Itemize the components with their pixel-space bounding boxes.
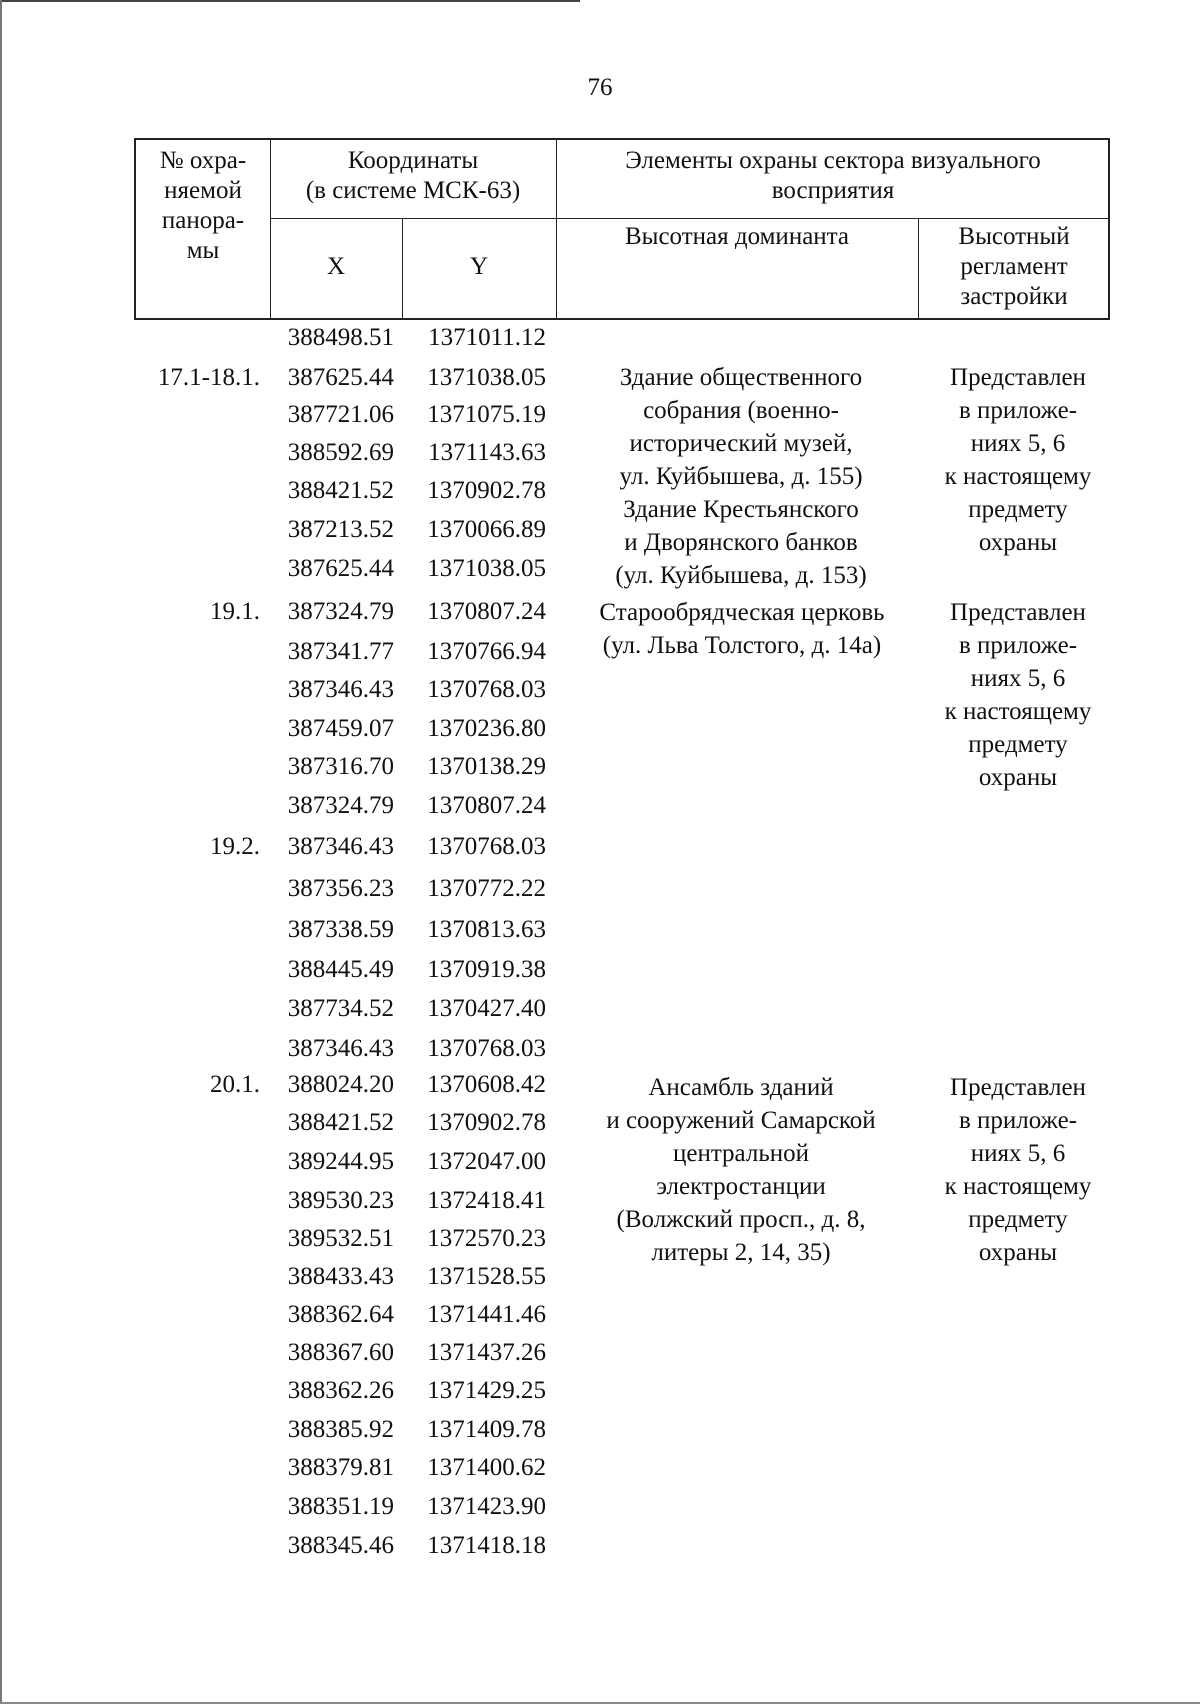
header-height-regulation: Высотный регламент застройки <box>958 223 1070 310</box>
table-header <box>134 138 1110 320</box>
coord-x: 387346.43 <box>287 833 394 860</box>
coord-x: 387341.77 <box>287 638 394 665</box>
coord-x: 387625.44 <box>287 555 394 582</box>
coord-x: 388345.46 <box>287 1532 394 1559</box>
coord-x: 387721.06 <box>287 401 394 428</box>
header-panorama-number: № охра- няемой панора- мы <box>159 147 247 264</box>
coord-x: 387324.79 <box>287 598 394 625</box>
coord-x: 387459.07 <box>287 715 394 742</box>
coord-x: 388024.20 <box>287 1071 394 1098</box>
coord-x: 387346.43 <box>287 676 394 703</box>
header-x: X <box>326 253 346 280</box>
coord-y: 1370768.03 <box>427 676 546 703</box>
coord-y: 1370902.78 <box>427 1109 546 1136</box>
regulation-cell: Представлен в приложе- ниях 5, 6 к настоящему предмету охраны <box>944 599 1092 791</box>
coord-y: 1370919.38 <box>427 956 546 983</box>
coord-x: 388498.51 <box>287 324 394 351</box>
coord-x: 389244.95 <box>287 1148 394 1175</box>
coord-y: 1371038.05 <box>427 364 546 391</box>
coord-y: 1370608.42 <box>427 1071 546 1098</box>
coord-y: 1370066.89 <box>427 516 546 543</box>
coord-x: 388433.43 <box>287 1263 394 1290</box>
header-height-dominant: Высотная доминанта <box>624 223 849 250</box>
coord-y: 1370768.03 <box>427 833 546 860</box>
coord-y: 1372570.23 <box>427 1225 546 1252</box>
panorama-number: 19.1. <box>210 598 260 625</box>
coord-x: 388592.69 <box>287 439 394 466</box>
coord-y: 1370236.80 <box>427 715 546 742</box>
coord-y: 1370772.22 <box>427 875 546 902</box>
panorama-number: 17.1-18.1. <box>157 364 260 391</box>
coord-y: 1371011.12 <box>428 324 546 351</box>
regulation-cell: Представлен в приложе- ниях 5, 6 к настоящему предмету охраны <box>944 1074 1092 1266</box>
coord-y: 1370807.24 <box>427 792 546 819</box>
coord-y: 1371143.63 <box>428 439 546 466</box>
coord-x: 388362.64 <box>287 1301 394 1328</box>
coord-x: 387625.44 <box>287 364 394 391</box>
coord-x: 387356.23 <box>287 875 394 902</box>
page-number: 76 <box>587 74 613 101</box>
scan-edge-top <box>0 0 580 2</box>
coord-y: 1370813.63 <box>427 916 546 943</box>
coord-y: 1372418.41 <box>427 1187 546 1214</box>
coord-y: 1370807.24 <box>427 598 546 625</box>
coord-x: 388421.52 <box>287 1109 394 1136</box>
coord-y: 1370138.29 <box>427 753 546 780</box>
coord-x: 387324.79 <box>287 792 394 819</box>
coord-y: 1371418.18 <box>427 1532 546 1559</box>
header-coordinates: Координаты (в системе МСК-63) <box>305 147 521 204</box>
coord-y: 1371038.05 <box>427 555 546 582</box>
coord-y: 1371423.90 <box>427 1493 546 1520</box>
coord-x: 388385.92 <box>287 1416 394 1443</box>
coord-x: 387213.52 <box>287 516 394 543</box>
scan-edge-left <box>0 0 2 1704</box>
coord-y: 1371075.19 <box>427 401 546 428</box>
divider <box>270 218 1110 219</box>
coord-x: 387346.43 <box>287 1035 394 1062</box>
regulation-cell: Представлен в приложе- ниях 5, 6 к настоящему предмету охраны <box>944 364 1092 556</box>
panorama-number: 20.1. <box>210 1071 260 1098</box>
dominant-cell: Ансамбль зданий и сооружений Самарской центральной электростанции (Волжский просп., д. 8, литеры 2, 14, 35) <box>606 1074 876 1266</box>
coord-y: 1371429.25 <box>427 1377 546 1404</box>
coord-x: 387734.52 <box>287 995 394 1022</box>
coord-y: 1371409.78 <box>427 1416 546 1443</box>
coord-x: 389530.23 <box>287 1187 394 1214</box>
coord-y: 1370427.40 <box>427 995 546 1022</box>
header-y: Y <box>469 253 489 280</box>
coord-x: 389532.51 <box>287 1225 394 1252</box>
coord-x: 388362.26 <box>287 1377 394 1404</box>
coord-x: 388367.60 <box>287 1339 394 1366</box>
coord-y: 1370766.94 <box>427 638 546 665</box>
coord-x: 387338.59 <box>287 916 394 943</box>
coord-y: 1371441.46 <box>427 1301 546 1328</box>
coord-x: 388445.49 <box>287 956 394 983</box>
panorama-number: 19.2. <box>210 833 260 860</box>
coord-x: 387316.70 <box>287 753 394 780</box>
coord-x: 388351.19 <box>287 1493 394 1520</box>
coord-y: 1371437.26 <box>427 1339 546 1366</box>
coord-y: 1370902.78 <box>427 477 546 504</box>
coord-y: 1370768.03 <box>427 1035 546 1062</box>
header-protection-elements: Элементы охраны сектора визуального восприятия <box>625 147 1041 204</box>
coord-y: 1371528.55 <box>427 1263 546 1290</box>
coord-x: 388421.52 <box>287 477 394 504</box>
coord-y: 1371400.62 <box>427 1454 546 1481</box>
coord-x: 388379.81 <box>287 1454 394 1481</box>
dominant-cell: Старообрядческая церковь (ул. Льва Толстого, д. 14а) <box>599 599 885 659</box>
dominant-cell: Здание общественного собрания (военно- исторический музей, ул. Куйбышева, д. 155) Здание Крестьянского и Дворянского банков (ул. Куйбышева, д. 153) <box>615 364 867 589</box>
coord-y: 1372047.00 <box>427 1148 546 1175</box>
